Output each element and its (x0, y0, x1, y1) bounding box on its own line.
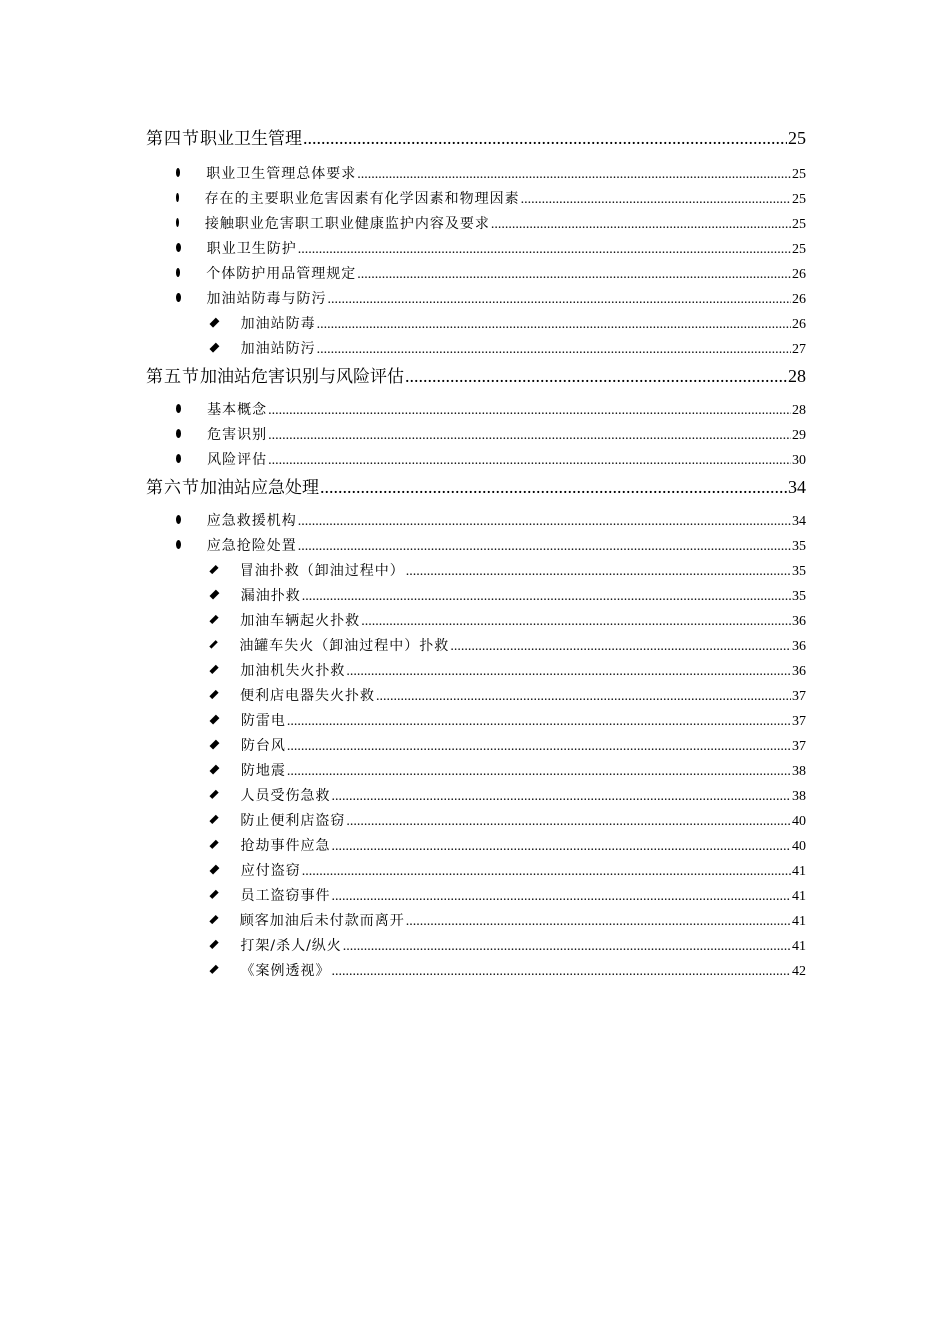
toc-dot-leader (268, 428, 791, 444)
toc-dot-leader (346, 664, 791, 680)
toc-section-entry[interactable] (146, 362, 806, 387)
toc-entry-title: 防台风 (240, 738, 286, 754)
toc-dot-leader (331, 789, 791, 805)
toc-entry-title: 接触职业危害职工职业健康监护内容及要求 (204, 216, 490, 232)
toc-entry[interactable] (210, 760, 806, 780)
toc-entry[interactable] (210, 635, 806, 655)
toc-dot-leader (317, 342, 791, 358)
toc-entry[interactable] (176, 238, 806, 258)
toc-dot-leader (357, 167, 791, 183)
toc-entry-title: 基本概念 (207, 402, 268, 418)
bullet-diamond-icon (209, 565, 218, 574)
toc-entry[interactable] (176, 399, 806, 419)
toc-entry[interactable] (176, 213, 806, 233)
bullet-diamond-icon (209, 890, 219, 900)
toc-entry-title: 个体防护用品管理规定 (206, 266, 357, 282)
toc-page-number: 34 (788, 477, 806, 497)
toc-entry[interactable] (210, 910, 806, 930)
toc-page-number: 28 (792, 403, 806, 418)
bullet-diamond-icon (210, 740, 220, 750)
toc-entry[interactable] (176, 535, 806, 555)
toc-dot-leader (405, 366, 787, 387)
toc-section-entry[interactable] (146, 124, 806, 149)
toc-entry-title: 防止便利店盗窃 (240, 813, 346, 829)
toc-entry[interactable] (176, 163, 806, 183)
toc-entry-title: 危害识别 (207, 427, 268, 443)
bullet-diamond-icon (209, 815, 218, 824)
bullet-diamond-icon (209, 615, 218, 624)
toc-entry[interactable] (210, 960, 806, 980)
bullet-dot-icon (176, 454, 181, 463)
toc-entry[interactable] (210, 685, 806, 705)
toc-entry[interactable] (210, 785, 806, 805)
toc-entry-title: 加油站应急处理 (200, 478, 319, 498)
toc-entry-title: 加油站防毒与防污 (206, 291, 327, 307)
bullet-dot-icon (176, 218, 179, 227)
toc-page-number: 34 (792, 514, 806, 529)
bullet-diamond-icon (210, 590, 220, 600)
bullet-diamond-icon (209, 690, 218, 699)
bullet-diamond-icon (209, 318, 219, 328)
toc-entry[interactable] (176, 449, 806, 469)
bullet-dot-icon (176, 515, 181, 524)
toc-dot-leader (298, 514, 791, 530)
bullet-diamond-icon (210, 865, 220, 875)
toc-dot-leader (331, 964, 791, 980)
toc-dot-leader (376, 689, 791, 705)
toc-entry-title: 顾客加油后未付款而离开 (239, 913, 405, 929)
bullet-dot-icon (176, 193, 179, 202)
toc-entry-title: 职业卫生防护 (206, 241, 297, 257)
toc-page-number: 35 (792, 539, 806, 554)
toc-dot-leader (287, 764, 791, 780)
toc-entry-title: 防雷电 (240, 713, 286, 729)
bullet-diamond-icon (209, 965, 219, 975)
bullet-diamond-icon (209, 915, 218, 924)
toc-page-number: 40 (792, 814, 806, 829)
toc-entry-title: 《案例透视》 (240, 963, 331, 979)
toc-entry-title: 冒油扑救（卸油过程中） (239, 563, 405, 579)
toc-page-number: 35 (792, 564, 806, 579)
toc-page-number: 28 (788, 366, 806, 386)
toc-entry[interactable] (176, 188, 806, 208)
toc-entry-title: 加油站防毒 (240, 316, 316, 332)
toc-dot-leader (406, 914, 791, 930)
toc-entry[interactable] (210, 560, 806, 580)
toc-entry-title: 漏油扑救 (240, 588, 301, 604)
bullet-diamond-icon (210, 765, 220, 775)
bullet-dot-icon (176, 404, 181, 413)
toc-entry[interactable] (210, 935, 806, 955)
toc-entry-title: 防地震 (240, 763, 286, 779)
toc-dot-leader (317, 317, 791, 333)
toc-entry-title: 人员受伤急救 (240, 788, 331, 804)
toc-page-number: 36 (792, 639, 806, 654)
toc-section-entry[interactable] (146, 473, 806, 498)
toc-page-number: 27 (792, 342, 806, 357)
toc-entry[interactable] (210, 885, 806, 905)
toc-page-number: 38 (792, 764, 806, 779)
section-number: 第六节 (146, 478, 200, 498)
toc-entry-title: 打架/杀人/纵火 (240, 938, 342, 954)
bullet-diamond-icon (210, 715, 220, 725)
bullet-diamond-icon (209, 790, 219, 800)
toc-entry[interactable] (210, 313, 806, 333)
toc-entry-title: 员工盗窃事件 (240, 888, 331, 904)
toc-dot-leader (346, 814, 791, 830)
toc-page-number: 37 (792, 714, 806, 729)
toc-dot-leader (521, 192, 791, 208)
bullet-dot-icon (176, 540, 181, 549)
toc-dot-leader (357, 267, 791, 283)
toc-entry[interactable] (176, 510, 806, 530)
toc-page-number: 41 (792, 939, 806, 954)
toc-entry[interactable] (210, 860, 806, 880)
toc-page-number: 25 (792, 192, 806, 207)
toc-page-number: 25 (788, 128, 806, 148)
toc-dot-leader (303, 128, 787, 149)
toc-dot-leader (298, 242, 791, 258)
toc-page-number: 35 (792, 589, 806, 604)
toc-page-number: 40 (792, 839, 806, 854)
toc-page-number: 26 (792, 317, 806, 332)
toc-entry[interactable] (176, 288, 806, 308)
toc-page-number: 25 (792, 167, 806, 182)
toc-entry[interactable] (176, 424, 806, 444)
toc-entry-title: 应急抢险处置 (206, 538, 297, 554)
toc-entry-title: 加油机失火扑救 (240, 663, 346, 679)
toc-entry[interactable] (210, 660, 806, 680)
toc-entry-title: 职业卫生管理总体要求 (206, 166, 357, 182)
toc-dot-leader (343, 939, 791, 955)
toc-page-number: 30 (792, 453, 806, 468)
toc-entry-title: 抢劫事件应急 (240, 838, 331, 854)
toc-page-number: 36 (792, 614, 806, 629)
toc-dot-leader (287, 739, 791, 755)
toc-page-number: 29 (792, 428, 806, 443)
toc-entry[interactable] (176, 263, 806, 283)
toc-page-number: 36 (792, 664, 806, 679)
bullet-diamond-icon (209, 840, 219, 850)
toc-entry-title: 存在的主要职业危害因素有化学因素和物理因素 (204, 191, 520, 207)
toc-entry-title: 应付盗窃 (240, 863, 301, 879)
toc-entry-title: 加油站防污 (240, 341, 316, 357)
toc-dot-leader (298, 539, 791, 555)
toc-page-number: 42 (792, 964, 806, 979)
toc-entry[interactable] (210, 835, 806, 855)
bullet-dot-icon (176, 168, 180, 177)
toc-entry[interactable] (210, 338, 806, 358)
bullet-diamond-icon (209, 343, 219, 353)
toc-entry-title: 油罐车失火（卸油过程中）扑救 (239, 638, 450, 654)
bullet-dot-icon (176, 243, 181, 252)
toc-dot-leader (268, 403, 791, 419)
toc-dot-leader (491, 217, 791, 233)
toc-dot-leader (302, 589, 791, 605)
toc-dot-leader (331, 839, 791, 855)
bullet-dot-icon (176, 268, 180, 277)
toc-page-number: 41 (792, 889, 806, 904)
toc-page-number: 41 (792, 914, 806, 929)
toc-page-number: 38 (792, 789, 806, 804)
toc-page-number: 25 (792, 217, 806, 232)
toc-page-number: 37 (792, 689, 806, 704)
bullet-dot-icon (176, 429, 181, 438)
toc-dot-leader (406, 564, 791, 580)
section-number: 第四节 (146, 129, 200, 149)
toc-dot-leader (302, 864, 791, 880)
toc-page-number: 25 (792, 242, 806, 257)
toc-dot-leader (287, 714, 791, 730)
toc-entry-title: 加油车辆起火扑救 (240, 613, 361, 629)
toc-dot-leader (268, 453, 791, 469)
toc-entry[interactable] (210, 810, 806, 830)
toc-entry-title: 应急救援机构 (206, 513, 297, 529)
toc-page-number: 26 (792, 267, 806, 282)
toc-entry[interactable] (210, 710, 806, 730)
bullet-dot-icon (176, 293, 181, 302)
toc-dot-leader (320, 477, 787, 498)
bullet-diamond-icon (209, 665, 218, 674)
toc-page-number: 41 (792, 864, 806, 879)
toc-dot-leader (361, 614, 791, 630)
toc-entry-title: 便利店电器失火扑救 (240, 688, 376, 704)
toc-page-number: 26 (792, 292, 806, 307)
toc-page-number: 37 (792, 739, 806, 754)
toc-entry-title: 加油站危害识别与风险评估 (200, 367, 404, 387)
toc-entry[interactable] (210, 610, 806, 630)
toc-entry-title: 风险评估 (207, 452, 268, 468)
bullet-diamond-icon (209, 640, 218, 649)
toc-entry[interactable] (210, 735, 806, 755)
toc-dot-leader (450, 639, 791, 655)
section-number: 第五节 (146, 367, 200, 387)
toc-entry-title: 职业卫生管理 (200, 129, 302, 149)
toc-entry[interactable] (210, 585, 806, 605)
toc-dot-leader (328, 292, 791, 308)
bullet-diamond-icon (209, 940, 218, 949)
toc-dot-leader (331, 889, 791, 905)
